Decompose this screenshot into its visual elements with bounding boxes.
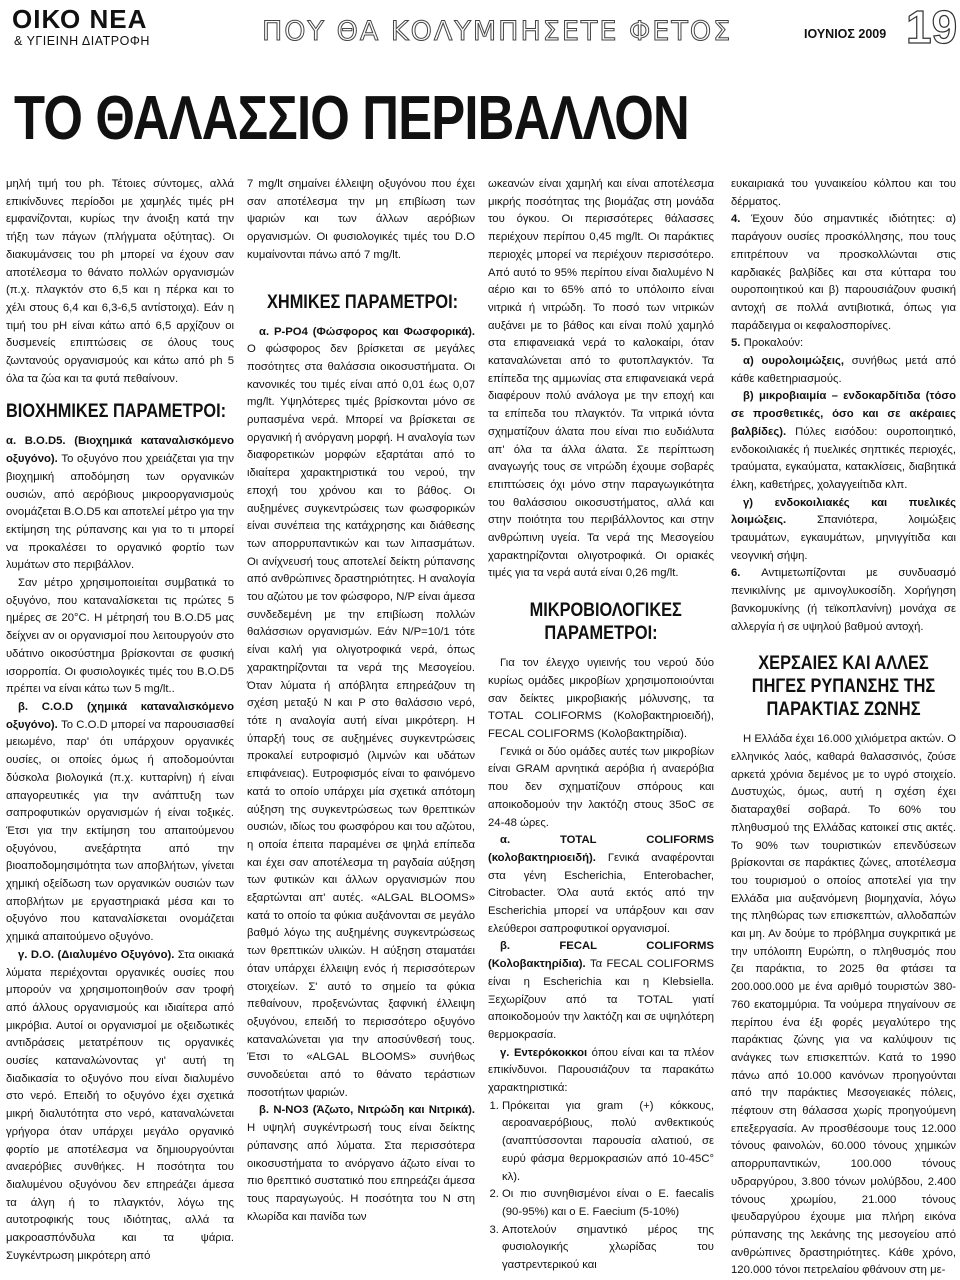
term: β. FECAL COLIFORMS (Κολοβακτηρίδια). — [488, 940, 714, 971]
characteristics-list — [488, 1098, 714, 1275]
paragraph — [731, 388, 956, 494]
text: Ο φώσφορος δεν βρίσκεται σε μεγάλες ποσότητες στα θαλάσσια οικοσυστήματα. Οι κανονικές του τιμές είναι από 0,01 έως 0,07 mg/lt. Υψηλότερες τιμές βρίσκονται μόνο σε ρυπασμένα νερά. Μπορεί να βρίσκεται σε οργανική ή ανόργανη μορφή. Η αναλογία των διαφορετικών μορφών εξαρτάται από το ιδιαίτερα χαρακτηριστικά του νερού, την εποχή του χρόνου και το βάθος. Οι αυξημένες συγκεντρώσεις των φωσφορικών είναι συνέπεια της κατάχρησης και διάθεσης των απορρυπαντικών και των λιπασμάτων. Οι ανίχνευσή τους αποτελεί δείκτη ρύπανσης από ανθρώπινες δραστηριότητες. Η αναλογία του αζώτου με τον φώσφορο, N/P είναι άμεσα συνδεδεμένη με την επιβίωση πολλών θαλάσσιων οργανισμών. Εάν N/P=10/1 τότε είναι καλή για ολιγοτροφικά νερά, όπως χαρακτηρίζονται τα νερά της Μεσογείου. Όταν λύματα ή απόβλητα επηρεάζουν τη σχέση μεταξύ N και P στο θαλάσσιο νερό, τότε η αναλογία αυτή είναι μικρότερη. Η ύπαρξή τους σε αυξημένες συγκεντρώσεις προκαλεί ευτροφισμό (λιμνών και υδάτων επιφάνειας). Ευτροφισμός είναι το φαινόμενο κατά το οποίο υπάρχει μία σχετικά απότομη αύξηση της συγκεντρώσεως των θρεπτικών ουσιών, ιδίως του φωσφόρου και του αζώτου, η οποία έπειτα παραμένει σε ψηλά επίπεδα και έχει σαν αποτέλεσμα τη ραγδαία αύξηση των φυτικών και άλλων οργανισμών που εξαρτώνται απ' αυτές. «ALGAL BLOOMS» κατά το οποίο τα φύκια αυξάνονται σε μεγάλο βαθμό λόγω της αυξημένης συγκεντρώσεως των θρεπτικών υλικών. Η αύξηση σταματάει όταν υπάρχει έλλειψη ενός ή περισσότερων στοιχείων. Σ' αυτό το σημείο τα φύκια πεθαίνουν, προξενώντας ξαφνική έλλειψη οξυγόνου, επειδή το περισσότερο οξυγόνο καταναλώνεται για την αποσύνθεσή τους. Έτσι το «ALGAL BLOOMS» συνήθως συνοδεύεται από το θάνατο τεράστιων ποσοτήτων ψαριών. — [247, 343, 475, 1099]
column-2 — [247, 176, 475, 1226]
subheading-chemical: ΧΗΜΙΚΕΣ ΠΑΡΑΜΕΤΡΟΙ: — [267, 291, 459, 313]
issue-date: ΙΟΥΝΙΟΣ 2009 — [804, 27, 887, 41]
paragraph: μηλή τιμή του ph. Τέτοιες σύντομες, αλλά επικίνδυνες περίοδοι με χαμηλές τιμές pH εμφανίζονται, κυρίως την άνοιξη κατά την τήξη των πάγων (πλήγματα οξύτητας). Οι διακυμάνσεις του ph μπορεί να έχουν σαν αποτέλεσμα το θάνατο πολλών οργανισμών (π.χ. πλαγκτόν στο 6,5 και η πέρκα και το χέλι στους 6,4 και 6,3-6,5 αντίστοιχα). Εάν η τιμή του pH είναι κάτω από 6,5 αρχίζουν οι δυσμενείς επιπτώσεις σε όλους τους ζωντανούς οργανισμούς και κάτω από ph 5 όλα τα ζώα και τα φυτά πεθαίνουν. — [6, 178, 234, 385]
term: γ) ενδοκοιλιακές και πυελικές λοιμώξεις. — [731, 496, 956, 527]
list-item: 3. Αποτελούν σημαντικό μέρος της φυσιολογικής χλωρίδας του γαστρεντερικού και — [502, 1222, 714, 1275]
text: Πύλες εισόδου: ουροποιητικό, ενδοκοιλιακές ή πυελικές σηπτικές περιοχές, τραύματα, εγκαύματα, κατακλίσεις, διαβητικά έλκη, καθετήρες, χολαγγειίτιδα κλπ. — [731, 425, 956, 491]
page-header — [0, 0, 960, 64]
paragraph — [731, 353, 956, 388]
paragraph: Για τον έλεγχο υγιεινής του νερού δύο κυρίως ομάδες μικροβίων χρησιμοποιούνται σαν δείκτες μικροβιακής μόλυνσης, τα TOTAL COLIFORMS (Κολοβακτηριοειδή), FECAL COLIFORMS (Κολοβακτηρίδια). — [488, 657, 714, 740]
text: Τα FECAL COLIFORMS είναι η Escherichia και η Klebsiella. Ξεχωρίζουν από τα TOTAL γιατί αποικοδομούν την λακτόζη και σε υψηλότερη θερμοκρασία. — [488, 958, 714, 1041]
paragraph — [6, 433, 234, 575]
list-item: 2. Οι πιο συνηθισμένοι είναι ο E. faecalis (90-95%) και ο E. Faecium (5-10%) — [502, 1186, 714, 1221]
term: γ. Εντερόκοκκοι — [500, 1046, 588, 1059]
paragraph: ευκαιριακά του γυναικείου κόλπου και του δέρματος. — [731, 178, 956, 208]
paragraph — [488, 938, 714, 1044]
magazine-name: ΟΙΚΟ ΝΕΑ — [12, 4, 148, 34]
page-number: 19 — [906, 1, 958, 53]
paragraph — [247, 1102, 475, 1226]
paragraph — [488, 1045, 714, 1098]
column-3 — [488, 176, 714, 1275]
paragraph: Γενικά οι δύο ομάδες αυτές των μικροβίων είναι GRAM αρνητικά αερόβια ή αναερόβια που δεν σχηματίζουν σπόρους και αποικοδομούν την λακτόζη στους 35oC σε 24-48 ώρες. — [488, 745, 714, 829]
subheading-coastal-pollution: ΧΕΡΣΑΙΕΣ ΚΑΙ ΑΛΛΕΣ ΠΗΓΕΣ ΡΥΠΑΝΣΗΣ ΤΗΣ ΠΑΡΑΚΤΙΑΣ ΖΩΝΗΣ — [751, 653, 936, 721]
list-item — [731, 335, 956, 353]
text: Το C.O.D μπορεί να παρουσιασθεί μειωμένο, παρ' ότι υπάρχουν οργανικές ουσίες, οι οποίες όμως ή αποδομούνται δύσκολα βιολογικά (π.χ. κυτταρίνη) ή είναι απαγορευτικές για την ανάπτυξη των σαπροφυτικών οργανισμών ή είναι τοξικές. Έτσι για την εκτίμηση του απαιτούμενου οξυγόνου, ανεξάρτητα από την βιοαποδομησιμότητα των αποβλήτων, γίνεται χημική οξείδωση των οργανικών ουσιών των αποβλήτων με εργαστηριακά μέσα και το οξυγόνο που καταναλίσκεται ονομάζεται χημικά απαιτούμενο οξυγόνο. — [6, 718, 234, 944]
paragraph: Η Ελλάδα έχει 16.000 χιλιόμετρα ακτών. Ο ελληνικός λαός, καθαρά θαλασσινός, ζούσε αρκετά χρόνια δεμένος με το υγρό στοιχείο. Δυστυχώς, όμως, αυτή η σχέση έχει διαταραχθεί σοβαρά. Το 60% του πληθυσμού της Ελλάδας κατοικεί στις ακτές. Το 90% των τουριστικών επενδύσεων βρίσκονται σε παράκτιες ζώνες, αποτέλεσμα του τουρισμού ο οποίος αποτελεί για την Ελλάδα μια αυξανόμενη βιομηχανία, λόγω της πληθώρας των επισκεπτών, αλλοδαπών και μη. Αν δούμε το πρόβλημα συγκριτικά με την υπόλοιπη Ευρώπη, ο πληθυσμός που ζει παράκτια, το 2025 θα φτάσει τα 200.000.000 με ένα αριθμό τουριστών 380-760 εκατομμύρια. Τα νούμερα πηγαίνουν σε περίπου ένα έξι φορές μεγαλύτερο της παράκτιας ζώνης για να καλύψουν τις ανάγκες των επισκεπτών. Κατά το 1990 πάνω από 10.000 κανόνων προηγούνται από την παράκτιες Μεσογειακές πόλεις, πέφτουν στη θάλασσα χωρίς προηγούμενη επεξεργασία. Αν προσθέσουμε τους 12.000 τόνους φαινολών, 60.000 τόνους χημικών απορρυπαντικών, 100.000 τόνους υδραργύρου, 3.800 τόνων μολύβδου, 2.400 τόνους χρωμίου, 21.000 τόνους ψευδαργύρου έχουμε μια πλήρη εικόνα ρύπανσης της λεκάνης της μεσογείου από ανθρώπινες δραστηριότητες. Κάθε χρόνο, 120.000 τόνοι πετρελαίου φθάνουν στη με- — [731, 733, 956, 1277]
text: Έχουν δύο σημαντικές ιδιότητες: α) παράγουν ουσίες προσκόλλησης, που τους επιτρέπουν να προσκολλώνται στις καρδιακές βαλβίδες και στα κύτταρα του ουροποιητικού και β) παρουσιάζουν φυσική αντοχή σε πολλά αντιβιοτικά, όπως για παράδειγμα οι κεφαλοσπορίνες. — [731, 213, 956, 332]
text: Γενικά αναφέρονται στα γένη Escherichia, Enterobacher, Citrobacter. Όλα αυτά εκτός από την Escherichia μπορεί να υπάρξουν και σαν ελεύθεροι σαπροφυτικοί οργανισμοί. — [488, 851, 714, 935]
list-item: 1. Πρόκειται για gram (+) κόκκους, αεροαναερόβιους, πολύ ανθεκτικούς (αναπτύσσονται παρουσία αλατιού, σε ευρύ φάσμα θερμοκρασιών από 10-45C° κλ). — [502, 1098, 714, 1187]
term: β. N-NO3 (Άζωτο, Νιτρώδη και Νιτρικά). — [259, 1104, 475, 1117]
text: Προκαλούν: — [743, 337, 804, 350]
term: α) ουρολοιμώξεις, — [743, 355, 845, 368]
paragraph — [6, 947, 234, 1266]
paragraph: 7 mg/lt σημαίνει έλλειψη οξυγόνου που έχει σαν αποτέλεσμα την μη επιβίωση των ψαριών και των άλλων αερόβιων οργανισμών. Οι φυσιολογικές τιμές του D.O κυμαίνονται πάνω από 7 mg/lt. — [247, 178, 475, 261]
item-number: 6. — [731, 567, 762, 580]
magazine-subtitle: & ΥΓΙΕΙΝΗ ΔΙΑΤΡΟΦΗ — [14, 34, 150, 48]
text: συνήθως μετά από κάθε καθετηριασμούς. — [731, 355, 956, 385]
item-number: 4. — [731, 213, 751, 226]
paragraph — [488, 832, 714, 938]
term: α. TOTAL COLIFORMS (κολοβακτηριοειδή). — [488, 834, 714, 864]
item-number: 5. — [731, 337, 744, 350]
term: β) μικροβιαιμία – ενδοκαρδίτιδα (τόσο σε προσθετικές, όσο και σε ακέραιες βαλβίδες). — [731, 390, 956, 438]
term: γ. D.O. (Διαλυμένο Οξυγόνο). — [18, 948, 175, 961]
text: όπου είναι και τα πλέον επικίνδυνοι. Παρουσιάζουν τα παρακάτω χαρακτηριστικά: — [488, 1046, 714, 1095]
term: α. B.O.D5. (Βιοχημικά καταναλισκόμενο οξυγόνο). — [6, 435, 234, 466]
paragraph — [247, 324, 475, 1103]
column-4 — [731, 176, 956, 1280]
text: Σπανιότερα, λοιμώξεις τραυμάτων, εγκαυμάτων, μηνιγγίτιδα και νεογνική σήψη. — [731, 514, 956, 562]
list-item — [731, 211, 956, 335]
paragraph: ωκεανών είναι χαμηλή και είναι αποτέλεσμα μικρής ποσότητας της βιομάζας στη μονάδα του όγκου. Οι περισσότερες θάλασσες περιέχουν περίπου 0,45 mg/lt. Οι παράκτιες περιοχές μπορεί να περιέχουν περισσότερο. Από αυτό το 95% περίπου είναι διαλυμένο N αέριο και το 65% από το υπόλοιπο είναι νιτρικά ή νιτρώδη. Το ποσό των νιτρικών αυξάνει με το βάθος και είναι πολύ χαμηλό στα επιφανειακά νερά το καλοκαίρι, όταν καταναλώνεται από το φυτοπλαγκτόν. Τα επίπεδα της αμμωνίας στα επιφανειακά νερά διαφέρουν πολύ ανάλογα με την εποχή και τα επίπεδα του πλαγκτόν. Τα νιτρικά ιόντα σχηματίζουν άλατα που είναι πιο ευδιάλυτα απ' όλα τα άλλα άλατα. Σε περίπτωση αναγωγής τους σε νιτρώδη έχουμε σοβαρές επιπτώσεις όχι μόνο στην παραγωγικότητα του θαλάσσιου οικοσυστήματος, αλλά και στην ποιότητα του περιβάλλοντος και στην ανθρώπινη υγεία. Τα νερά της Μεσογείου χαρακτηρίζονται ολιγοτροφικά. Οι οριακές τιμές για τα νερά αυτά είναι 0,26 mg/lt. — [488, 178, 714, 580]
text: Το οξυγόνο που χρειάζεται για την βιοχημική αποδόμηση των οργανικών ουσιών, από αερόβιους μικροοργανισμούς ονομάζεται B.O.D5 και αποτελεί μέτρο για την εκτίμηση της ρύπανσης και για το τι μπορεί να προκαλέσει το οργανικό φορτίο των λυμάτων στο περιβάλλον. — [6, 453, 234, 572]
text: Η υψηλή συγκέντρωσή τους είναι δείκτης ρύπανσης από λύματα. Στα περισσότερα οικοσυστήματα το ανόργανο άζωτο είναι το πιο θρεπτικό συστατικό που επηρεάζει άμεσα τους παραγωγούς. Η ποσότητα του N στη κλωρίδα και πανίδα των — [247, 1122, 475, 1223]
list-item — [731, 565, 956, 636]
section-title: ΠΟΥ ΘΑ ΚΟΛΥΜΠΗΣΕΤΕ ΦΕΤΟΣ — [262, 16, 733, 47]
column-1 — [6, 176, 234, 1265]
paragraph: Σαν μέτρο χρησιμοποιείται συμβατικά το οξυγόνο, που καταναλίσκεται τις πρώτες 5 ημέρες σε 20°C. Η μέτρησή του B.O.D5 μας δείχνει αν οι οργανισμοί που λειτουργούν στο υδάτινο οικοσύστημα βρίσκονται σε φυσική ισορροπία. Οι φυσιολογικές τιμές του B.O.D5 πρέπει να είναι κάτω των 5 mg/lt.. — [6, 577, 234, 696]
text: Αντιμετωπίζονται με συνδυασμό πενικιλίνης με αμινογλυκοσίδη. Χορήγηση βανκομυκίνης (ή τεϊκοπλανίνη) μονάχα σε αλλεργία ή σε υψηλού βαθμού αντοχή. — [731, 567, 956, 633]
term: α. P-PO4 (Φώσφορος και Φωσφορικά). — [259, 325, 475, 338]
paragraph — [731, 495, 956, 566]
term: β. C.O.D (χημικά καταναλισκόμενο οξυγόνο). — [6, 700, 234, 731]
subheading-biochemical: ΒΙΟΧΗΜΙΚΕΣ ΠΑΡΑΜΕΤΡΟΙ: — [6, 401, 227, 423]
article-headline: ΤΟ ΘΑΛΑΣΣΙΟ ΠΕΡΙΒΑΛΛΟΝ — [14, 84, 689, 153]
subheading-microbiological: ΜΙΚΡΟΒΙΟΛΟΓΙΚΕΣ ΠΑΡΑΜΕΤΡΟΙ: — [529, 600, 682, 645]
text: Στα οικιακά λύματα περιέχονται οργανικές ουσίες που μπορούν να χρησιμοποιηθούν σαν τροφή από άλλους οργανισμούς και ιδιαίτερα από μικρόβια. Αυτοί οι οργανισμοί με οξειδωτικές αντιδράσεις μετατρέπουν τις οργανικές ουσίες καταναλώνοντας γι' αυτή τη διαδικασία το οξυγόνο που είναι διαλυμένο στο νερό. Επειδή το οξυγόνο έχει σχετικά μικρή διαλυτότητα στο νερό, καταναλώνεται γρήγορα όταν υπάρχει μεγάλο οργανικό φορτίο με αποτέλεσμα να δημιουργούνται αναερόβιες συνθήκες. Η ποσότητα του διαλυμένου οξυγόνου δεν επηρεάζει άμεσα τα άλγη ή το πλαγκτόν, λόγω της αυτοτροφικής τους ιδιότητας, αλλά τα μακροασπόνδυλα και τα ψάρια. Συγκέντρωση μικρότερη από — [6, 948, 234, 1262]
paragraph — [6, 699, 234, 947]
